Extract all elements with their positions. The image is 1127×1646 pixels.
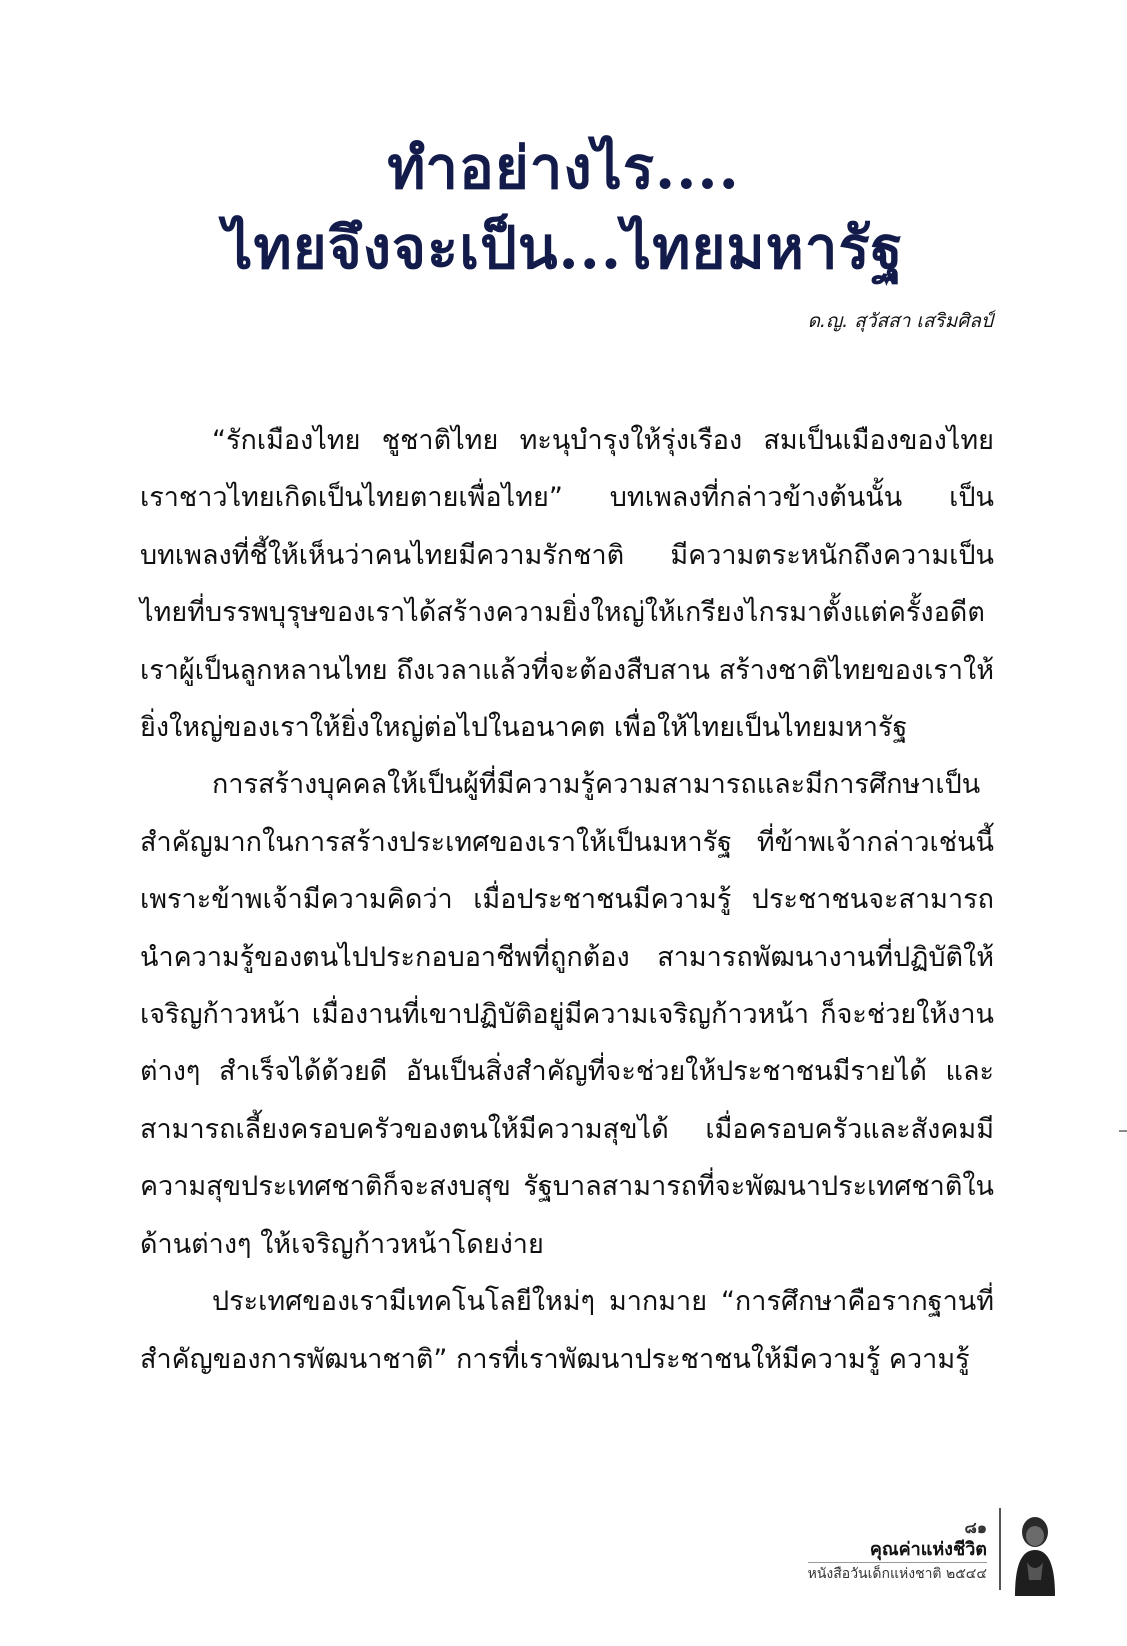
paragraph: [140, 756, 994, 1273]
book-subtitle: หนังสือวันเด็กแห่งชาติ ๒๕๔๔: [808, 1562, 987, 1585]
page-edge-mark: [1119, 1130, 1127, 1132]
paragraph: [140, 412, 994, 756]
title-line-2: ไทยจึงจะเป็น...ไทยมหารัฐ: [223, 214, 904, 282]
page-footer: [687, 1518, 1067, 1598]
title-line-1: ทำอย่างไร....: [387, 134, 740, 202]
author-name: ด.ญ. สุวัสสา เสริมศิลป์: [807, 310, 993, 332]
footer-text: [808, 1518, 987, 1585]
article-body: [140, 412, 994, 1388]
paragraph-text: “รักเมืองไทย ชูชาติไทย ทะนุบำรุงให้รุ่งเรือง สมเป็นเมืองของไทย เราชาวไทยเกิดเป็นไทยตายเพื่อไทย” บทเพลงที่กล่าวข้างต้นนั้น เป็นบทเพลงที่ชี้ให้เห็นว่าคนไทยมีความรักชาติ มีความตระหนักถึงความเป็นไทยที่บรรพบุรุษของเราได้สร้างความยิ่งใหญ่ให้เกรียงไกรมาตั้งแต่ครั้งอดีต เราผู้เป็นลูกหลานไทย ถึงเวลาแล้วที่จะต้องสืบสาน สร้างชาติไทยของเราให้ยิ่งใหญ่ของเราให้ยิ่งใหญ่ต่อไปในอนาคต เพื่อให้ไทยเป็นไทยมหารัฐ: [140, 425, 994, 744]
book-title: คุณค่าแห่งชีวิต: [869, 1539, 987, 1560]
paragraph-text: ประเทศของเรามีเทคโนโลยีใหม่ๆ มากมาย “การศึกษาคือรากฐานที่สำคัญของการพัฒนาชาติ” การที่เราพัฒนาประชาชนให้มีความรู้ ความรู้: [140, 1286, 994, 1375]
title-block: [0, 128, 1127, 288]
page-number: ๘๑: [964, 1518, 987, 1537]
paragraph: [140, 1273, 994, 1388]
footer-divider: [999, 1508, 1001, 1590]
child-portrait-icon: [1009, 1510, 1061, 1596]
paragraph-text: การสร้างบุคคลให้เป็นผู้ที่มีความรู้ความสามารถและมีการศึกษาเป็นสำคัญมากในการสร้างประเทศของเราให้เป็นมหารัฐ ที่ข้าพเจ้ากล่าวเช่นนี้เพราะข้าพเจ้ามีความคิดว่า เมื่อประชาชนมีความรู้ ประชาชนจะสามารถนำความรู้ของตนไปประกอบอาชีพที่ถูกต้อง สามารถพัฒนางานที่ปฏิบัติให้เจริญก้าวหน้า เมื่องานที่เขาปฏิบัติอยู่มีความเจริญก้าวหน้า ก็จะช่วยให้งานต่างๆ สำเร็จได้ด้วยดี อันเป็นสิ่งสำคัญที่จะช่วยให้ประชาชนมีรายได้ และสามารถเลี้ยงครอบครัวของตนให้มีความสุขได้ เมื่อครอบครัวและสังคมมีความสุขประเทศชาติก็จะสงบสุข รัฐบาลสามารถที่จะพัฒนาประเทศชาติในด้านต่างๆ ให้เจริญก้าวหน้าโดยง่าย: [140, 769, 994, 1260]
